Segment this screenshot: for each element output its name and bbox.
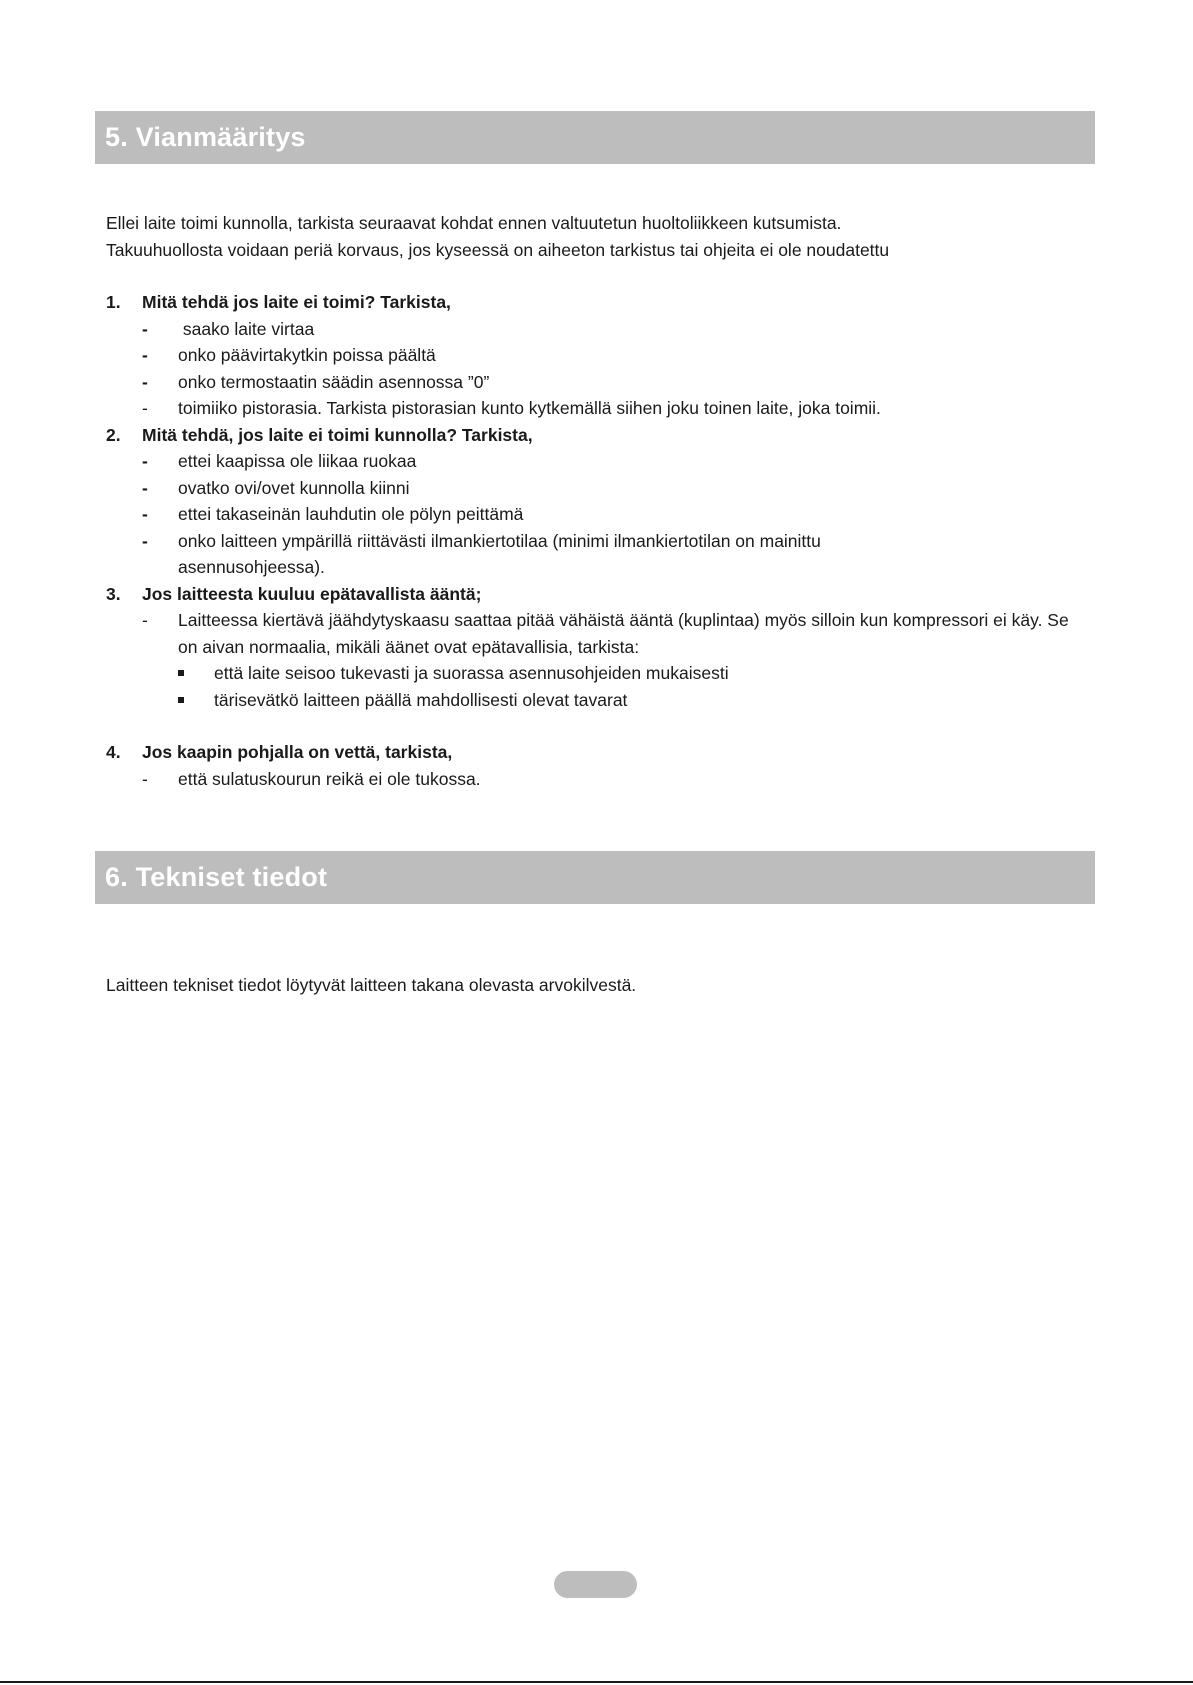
list-item	[106, 448, 1096, 475]
question-number: 2.	[106, 424, 121, 445]
question-2-heading	[106, 422, 1096, 449]
list-item-text: saako laite virtaa	[178, 318, 315, 339]
square-bullet-icon	[178, 660, 214, 687]
question-text: Mitä tehdä, jos laite ei toimi kunnolla? Tarkista,	[142, 424, 533, 445]
list-item	[106, 501, 1096, 528]
sub-list-item	[106, 660, 1096, 687]
list-item-text: ettei takaseinän lauhdutin ole pölyn peittämä	[178, 504, 524, 524]
list-item	[106, 475, 1096, 502]
list-item-text: Laitteessa kiertävä jäähdytyskaasu saattaa pitää vähäistä ääntä (kuplintaa) myös silloin kun kompressori ei käy. Se on aivan normaalia, mikäli äänet ovat epätavallisia, tarkista:	[178, 610, 1069, 657]
sub-list-item	[106, 687, 1096, 714]
list-item	[106, 342, 1096, 369]
question-1-heading	[106, 289, 1096, 316]
question-text: Jos kaapin pohjalla on vettä, tarkista,	[142, 742, 453, 762]
dash-bullet: -	[142, 318, 148, 339]
list-item-text: onko päävirtakytkin poissa päältä	[178, 345, 436, 365]
list-item-text: ovatko ovi/ovet kunnolla kiinni	[178, 477, 410, 498]
list-item	[106, 766, 1096, 793]
page-number	[554, 1571, 637, 1598]
section-6-title: 6. Tekniset tiedot	[105, 862, 328, 892]
question-4-heading	[106, 739, 1096, 766]
section-6-header	[95, 851, 1095, 904]
dash-bullet: -	[142, 371, 148, 392]
intro-paragraph	[106, 210, 889, 263]
dash-bullet: -	[142, 530, 148, 551]
list-item-text: onko laitteen ympärillä riittävästi ilmankiertotilaa (minimi ilmankiertotilan on mainittu asennusohjeessa).	[178, 530, 821, 577]
section-5-header	[95, 111, 1095, 164]
dash-bullet: -	[142, 768, 148, 789]
troubleshooting-list	[106, 289, 1096, 792]
question-text: Mitä tehdä jos laite ei toimi? Tarkista,	[142, 292, 451, 312]
list-item-text: että sulatuskourun reikä ei ole tukossa.	[178, 768, 481, 789]
dash-bullet: -	[142, 477, 148, 498]
square-bullet-icon	[178, 687, 214, 714]
bottom-divider	[0, 1681, 1193, 1683]
sub-list-item-text: että laite seisoo tukevasti ja suorassa asennusohjeiden mukaisesti	[214, 663, 729, 683]
list-item-text: ettei kaapissa ole liikaa ruokaa	[178, 451, 417, 471]
list-item	[106, 395, 1096, 422]
sub-list-item-text: tärisevätkö laitteen päällä mahdollisesti olevat tavarat	[214, 689, 628, 710]
dash-bullet: -	[142, 345, 148, 365]
list-item	[106, 369, 1096, 396]
question-number: 4.	[106, 742, 121, 762]
question-number: 1.	[106, 292, 121, 312]
intro-line-1: Ellei laite toimi kunnolla, tarkista seuraavat kohdat ennen valtuutetun huoltoliikkeen kutsumista.	[106, 213, 842, 233]
list-item-text: onko termostaatin säädin asennossa ”0”	[178, 371, 490, 392]
dash-bullet: -	[142, 610, 148, 630]
dash-bullet: -	[142, 504, 148, 524]
question-text: Jos laitteesta kuuluu epätavallista ääntä;	[142, 583, 482, 604]
dash-bullet: -	[142, 451, 148, 471]
list-item	[106, 316, 1096, 343]
intro-line-2: Takuuhuollosta voidaan periä korvaus, jos kyseessä on aiheeton tarkistus tai ohjeita ei ole noudatettu	[106, 239, 890, 260]
question-number: 3.	[106, 583, 121, 604]
section-6-text: Laitteen tekniset tiedot löytyvät laitteen takana olevasta arvokilvestä.	[106, 975, 637, 995]
section-5-title: 5. Vianmääritys	[105, 122, 306, 152]
dash-bullet: -	[142, 398, 148, 418]
list-item	[106, 528, 1096, 581]
list-item	[106, 607, 1096, 660]
question-3-heading	[106, 581, 1096, 608]
list-item-text: toimiiko pistorasia. Tarkista pistorasian kunto kytkemällä siihen joku toinen laite, joka toimii.	[178, 398, 881, 418]
